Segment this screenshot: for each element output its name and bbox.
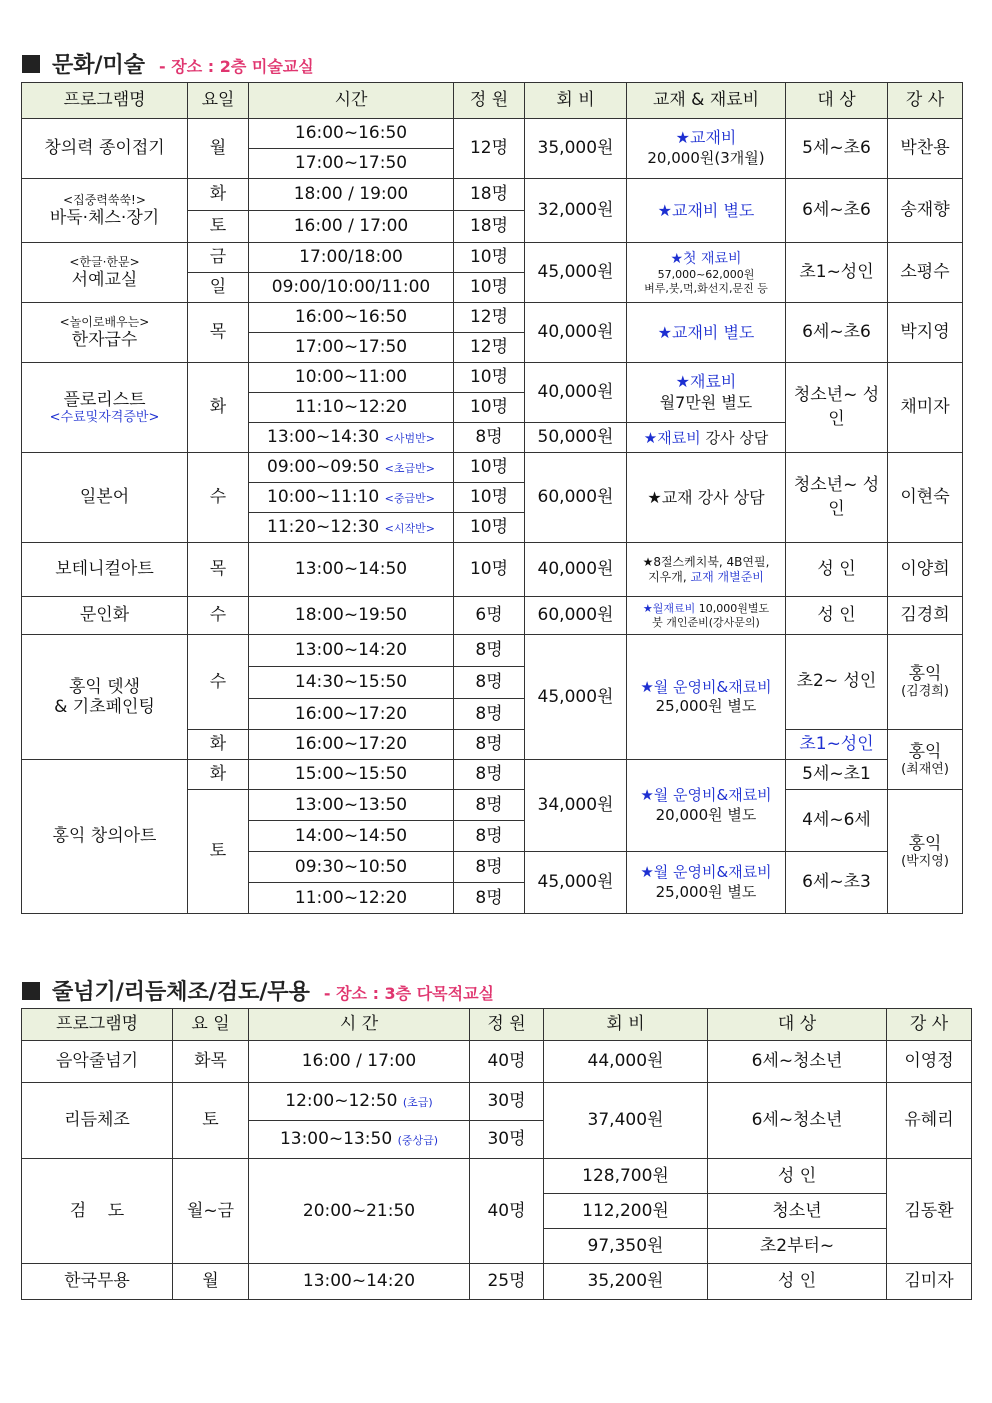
capacity-cell: 40명 <box>470 1159 544 1264</box>
time-text: 10:00~11:10 <box>267 487 380 508</box>
section2-place: - 장소 : 3층 다목적교실 <box>323 984 494 1003</box>
teacher-cell: 김경희 <box>888 597 963 635</box>
time-cell: 16:00~16:50 <box>249 119 454 149</box>
table-row <box>22 635 963 667</box>
day-cell: 월 <box>188 119 249 179</box>
capacity-cell: 8명 <box>454 667 525 699</box>
target-cell: 6세~초6 <box>786 303 888 363</box>
capacity-cell: 10명 <box>454 273 525 303</box>
materials-line: ★교재비 <box>675 128 737 148</box>
time-cell: 17:00~17:50 <box>249 149 454 179</box>
table-row <box>22 1041 972 1083</box>
target-cell: 4세~6세 <box>786 790 888 852</box>
program-name <box>22 303 188 363</box>
day-cell: 목 <box>188 543 249 597</box>
capacity-cell: 18명 <box>454 211 525 243</box>
time-cell: 13:00~14:20 <box>249 1264 470 1300</box>
day-cell: 수 <box>188 597 249 635</box>
time-cell <box>249 1121 470 1159</box>
time-cell: 16:00~17:20 <box>249 730 454 760</box>
capacity-cell: 40명 <box>470 1041 544 1083</box>
materials-cell: ★교재비 별도 <box>627 303 786 363</box>
time-cell: 16:00~17:20 <box>249 699 454 730</box>
capacity-cell: 10명 <box>454 543 525 597</box>
materials-cell <box>627 635 786 760</box>
program-name: 한국무용 <box>22 1264 173 1300</box>
program-name: 검 도 <box>22 1159 173 1264</box>
class-tag: <사범반> <box>384 432 435 446</box>
section1-title: 문화/미술 <box>52 53 146 78</box>
time-cell: 15:00~15:50 <box>249 760 454 790</box>
header-time: 시간 <box>249 83 454 119</box>
time-cell: 16:00 / 17:00 <box>249 1041 470 1083</box>
materials-line: ★월재료비 <box>642 601 696 615</box>
program-title: 홍익 뎃생 <box>68 676 141 697</box>
target-cell: 청소년 <box>708 1194 887 1229</box>
capacity-cell: 30명 <box>470 1121 544 1159</box>
day-cell: 금 <box>188 243 249 273</box>
teacher-cell: 소평수 <box>888 243 963 303</box>
target-cell: 초2~ 성인 <box>786 635 888 730</box>
capacity-cell: 10명 <box>454 363 525 393</box>
day-cell: 토 <box>173 1083 249 1159</box>
time-cell: 13:00~13:50 <box>249 790 454 821</box>
teacher-subname: (최재연) <box>901 761 949 777</box>
fee-cell: 35,200원 <box>544 1264 708 1300</box>
materials-cell <box>627 760 786 852</box>
header-capacity: 정 원 <box>454 83 525 119</box>
time-cell: 13:00~14:20 <box>249 635 454 667</box>
program-name <box>22 363 188 453</box>
table-row <box>22 1083 972 1121</box>
time-cell: 17:00~17:50 <box>249 333 454 363</box>
time-cell: 11:10~12:20 <box>249 393 454 423</box>
program-name: 문인화 <box>22 597 188 635</box>
program-name: 리듬체조 <box>22 1083 173 1159</box>
time-cell <box>249 483 454 513</box>
teacher-cell: 김미자 <box>887 1264 972 1300</box>
fee-cell: 40,000원 <box>525 363 627 423</box>
materials-line: 지우개, <box>648 569 687 584</box>
time-cell: 14:30~15:50 <box>249 667 454 699</box>
teacher-name: 홍익 <box>908 741 942 762</box>
capacity-cell: 8명 <box>454 790 525 821</box>
fee-cell: 60,000원 <box>525 453 627 543</box>
program-subtitle: <집중력쑥쑥!> <box>63 193 146 208</box>
program-name: 창의력 종이접기 <box>22 119 188 179</box>
day-cell: 월~금 <box>173 1159 249 1264</box>
day-cell: 화 <box>188 179 249 211</box>
time-cell: 13:00~14:50 <box>249 543 454 597</box>
capacity-cell: 12명 <box>454 119 525 179</box>
table-row <box>22 760 963 790</box>
fee-cell: 35,000원 <box>525 119 627 179</box>
header-teacher: 강 사 <box>888 83 963 119</box>
materials-cell <box>627 243 786 303</box>
header-capacity: 정 원 <box>470 1009 544 1041</box>
program-title: & 기초페인팅 <box>54 697 155 717</box>
target-cell: 성 인 <box>708 1264 887 1300</box>
table-row <box>22 363 963 393</box>
day-cell: 일 <box>188 273 249 303</box>
target-cell: 청소년~ 성인 <box>786 453 888 543</box>
program-title: 플로리스트 <box>63 389 146 410</box>
program-name: 홍익 창의아트 <box>22 760 188 914</box>
capacity-cell: 12명 <box>454 333 525 363</box>
time-cell <box>249 423 454 453</box>
materials-cell <box>627 363 786 423</box>
materials-line: 벼루,붓,먹,화선지,문진 등 <box>644 281 768 295</box>
fee-cell: 45,000원 <box>525 243 627 303</box>
materials-cell <box>627 543 786 597</box>
materials-line: 강사 상담 <box>705 428 769 447</box>
program-title: 서예교실 <box>71 269 138 290</box>
teacher-cell: 이현숙 <box>888 453 963 543</box>
section1-place: - 장소 : 2층 미술교실 <box>159 57 314 76</box>
time-text: 13:00~14:30 <box>267 427 380 448</box>
target-cell: 초1~성인 <box>786 243 888 303</box>
program-name <box>22 179 188 243</box>
fee-cell: 44,000원 <box>544 1041 708 1083</box>
program-subtitle: <수료및자격증반> <box>49 409 160 425</box>
time-text: 13:00~13:50 <box>279 1129 393 1150</box>
header-program: 프로그램명 <box>22 83 188 119</box>
table-row <box>22 303 963 333</box>
table-row <box>22 1159 972 1194</box>
table-row <box>22 543 963 597</box>
header-materials: 교재 & 재료비 <box>627 83 786 119</box>
table-row <box>22 1264 972 1300</box>
fee-cell: 97,350원 <box>544 1229 708 1264</box>
time-cell: 10:00~11:00 <box>249 363 454 393</box>
materials-line: 25,000원 별도 <box>655 697 757 715</box>
time-cell: 16:00~16:50 <box>249 303 454 333</box>
class-tag: <시작반> <box>384 522 435 536</box>
target-cell: 5세~초1 <box>786 760 888 790</box>
header-day: 요일 <box>188 83 249 119</box>
header-program: 프로그램명 <box>22 1009 173 1041</box>
materials-line: 57,000~62,000원 <box>657 267 755 281</box>
program-name: 일본어 <box>22 453 188 543</box>
capacity-cell: 30명 <box>470 1083 544 1121</box>
day-cell: 수 <box>188 453 249 543</box>
materials-line: 10,000원별도 <box>698 601 770 615</box>
fee-cell: 45,000원 <box>525 635 627 760</box>
day-cell: 화 <box>188 363 249 453</box>
header-teacher: 강 사 <box>887 1009 972 1041</box>
materials-line: 25,000원 별도 <box>655 882 757 901</box>
table-row <box>22 453 963 483</box>
day-cell: 화 <box>188 760 249 790</box>
capacity-cell: 6명 <box>454 597 525 635</box>
time-cell: 11:00~12:20 <box>249 883 454 914</box>
capacity-cell: 18명 <box>454 179 525 211</box>
materials-line: ★월 운영비&재료비 <box>640 786 772 804</box>
capacity-cell: 10명 <box>454 513 525 543</box>
day-cell: 화목 <box>173 1041 249 1083</box>
table-row <box>22 119 963 149</box>
materials-cell: ★교재비 별도 <box>627 179 786 243</box>
target-cell: 청소년~ 성인 <box>786 363 888 453</box>
capacity-cell: 12명 <box>454 303 525 333</box>
capacity-cell: 8명 <box>454 760 525 790</box>
fee-cell: 37,400원 <box>544 1083 708 1159</box>
teacher-subname: (김경희) <box>901 684 949 700</box>
materials-cell <box>627 852 786 914</box>
materials-line: ★재료비 <box>643 428 701 447</box>
header-day: 요 일 <box>173 1009 249 1041</box>
target-cell: 6세~청소년 <box>708 1041 887 1083</box>
capacity-cell: 10명 <box>454 483 525 513</box>
fee-cell: 45,000원 <box>525 852 627 914</box>
materials-cell <box>627 423 786 453</box>
capacity-cell: 25명 <box>470 1264 544 1300</box>
capacity-cell: 10명 <box>454 393 525 423</box>
target-cell: 6세~초6 <box>786 179 888 243</box>
teacher-cell <box>888 635 963 730</box>
materials-line: 붓 개인준비(강사문의) <box>652 615 760 629</box>
materials-line: ★첫 재료비 <box>670 250 742 267</box>
square-bullet-icon <box>22 982 40 1000</box>
fee-cell: 112,200원 <box>544 1194 708 1229</box>
target-cell: 6세~청소년 <box>708 1083 887 1159</box>
day-cell: 화 <box>188 730 249 760</box>
materials-cell <box>627 119 786 179</box>
time-cell <box>249 1083 470 1121</box>
capacity-cell: 8명 <box>454 883 525 914</box>
day-cell: 토 <box>188 211 249 243</box>
materials-line: ★월 운영비&재료비 <box>640 863 772 881</box>
teacher-cell: 이양희 <box>888 543 963 597</box>
target-cell: 6세~초3 <box>786 852 888 914</box>
program-name <box>22 635 188 760</box>
section2-title: 줄넘기/리듬체조/검도/무용 <box>52 980 310 1005</box>
time-cell: 18:00~19:50 <box>249 597 454 635</box>
day-cell: 목 <box>188 303 249 363</box>
materials-line: ★월 운영비&재료비 <box>640 677 772 696</box>
fee-cell: 60,000원 <box>525 597 627 635</box>
teacher-cell: 유혜리 <box>887 1083 972 1159</box>
time-cell: 09:30~10:50 <box>249 852 454 883</box>
art-schedule-table <box>21 82 963 914</box>
program-subtitle: <놀이로배우는> <box>59 315 150 330</box>
table-header-row <box>22 1009 972 1041</box>
time-cell: 09:00/10:00/11:00 <box>249 273 454 303</box>
time-cell <box>249 453 454 483</box>
table-row <box>22 179 963 211</box>
teacher-cell: 채미자 <box>888 363 963 453</box>
fee-cell: 40,000원 <box>525 303 627 363</box>
sports-schedule-table <box>21 1008 972 1300</box>
time-cell <box>249 513 454 543</box>
target-cell: 성 인 <box>786 543 888 597</box>
teacher-cell: 박지영 <box>888 303 963 363</box>
time-cell: 16:00 / 17:00 <box>249 211 454 243</box>
capacity-cell: 8명 <box>454 821 525 852</box>
materials-cell <box>627 597 786 635</box>
header-time: 시 간 <box>249 1009 470 1041</box>
class-tag: <초급반> <box>384 462 435 476</box>
square-bullet-icon <box>22 55 40 73</box>
target-cell: 성 인 <box>786 597 888 635</box>
class-tag: (초급) <box>402 1096 433 1110</box>
program-title: 한자급수 <box>71 329 138 350</box>
time-cell: 17:00/18:00 <box>249 243 454 273</box>
materials-line: 월7만원 별도 <box>659 392 753 412</box>
fee-cell: 50,000원 <box>525 423 627 453</box>
materials-line: 20,000원(3개월) <box>647 149 765 168</box>
teacher-cell: 이영정 <box>887 1041 972 1083</box>
target-cell: 성 인 <box>708 1159 887 1194</box>
header-fee: 회 비 <box>525 83 627 119</box>
time-text: 11:20~12:30 <box>267 517 380 538</box>
materials-line: 20,000원 별도 <box>655 805 757 824</box>
teacher-name: 홍익 <box>908 833 942 854</box>
table-row <box>22 243 963 273</box>
day-cell: 토 <box>188 790 249 914</box>
teacher-cell: 박찬용 <box>888 119 963 179</box>
time-text: 12:00~12:50 <box>285 1091 398 1112</box>
teacher-cell: 송재향 <box>888 179 963 243</box>
capacity-cell: 8명 <box>454 730 525 760</box>
program-name <box>22 243 188 303</box>
target-cell: 초2부터~ <box>708 1229 887 1264</box>
program-name: 보테니컬아트 <box>22 543 188 597</box>
time-cell: 20:00~21:50 <box>249 1159 470 1264</box>
section1-heading <box>22 48 314 79</box>
teacher-name: 홍익 <box>908 664 942 684</box>
header-target: 대 상 <box>708 1009 887 1041</box>
section2-heading <box>22 975 494 1006</box>
materials-line: ★8절스케치북, 4B연필, <box>642 554 770 569</box>
materials-line: 교재 개별준비 <box>690 569 764 584</box>
capacity-cell: 10명 <box>454 243 525 273</box>
fee-cell: 40,000원 <box>525 543 627 597</box>
materials-cell: ★교재 강사 상담 <box>627 453 786 543</box>
teacher-cell: 김동환 <box>887 1159 972 1264</box>
program-subtitle: <한글·한문> <box>69 255 140 270</box>
header-fee: 회 비 <box>544 1009 708 1041</box>
day-cell: 수 <box>188 635 249 730</box>
program-name: 음악줄넘기 <box>22 1041 173 1083</box>
fee-cell: 34,000원 <box>525 760 627 852</box>
target-cell: 초1~성인 <box>786 730 888 760</box>
program-title: 바둑·체스·장기 <box>49 207 160 228</box>
time-cell: 14:00~14:50 <box>249 821 454 852</box>
day-cell: 월 <box>173 1264 249 1300</box>
teacher-cell <box>888 790 963 914</box>
table-header-row <box>22 83 963 119</box>
target-cell: 5세~초6 <box>786 119 888 179</box>
capacity-cell: 10명 <box>454 453 525 483</box>
materials-line: ★재료비 <box>675 371 737 391</box>
capacity-cell: 8명 <box>454 423 525 453</box>
capacity-cell: 8명 <box>454 635 525 667</box>
fee-cell: 128,700원 <box>544 1159 708 1194</box>
class-tag: (중상급) <box>397 1134 439 1148</box>
table-row <box>22 597 963 635</box>
teacher-cell <box>888 730 963 790</box>
time-text: 09:00~09:50 <box>267 457 380 478</box>
header-target: 대 상 <box>786 83 888 119</box>
teacher-subname: (박지영) <box>901 853 949 869</box>
class-tag: <중급반> <box>384 492 435 506</box>
capacity-cell: 8명 <box>454 699 525 730</box>
time-cell: 18:00 / 19:00 <box>249 179 454 211</box>
capacity-cell: 8명 <box>454 852 525 883</box>
fee-cell: 32,000원 <box>525 179 627 243</box>
